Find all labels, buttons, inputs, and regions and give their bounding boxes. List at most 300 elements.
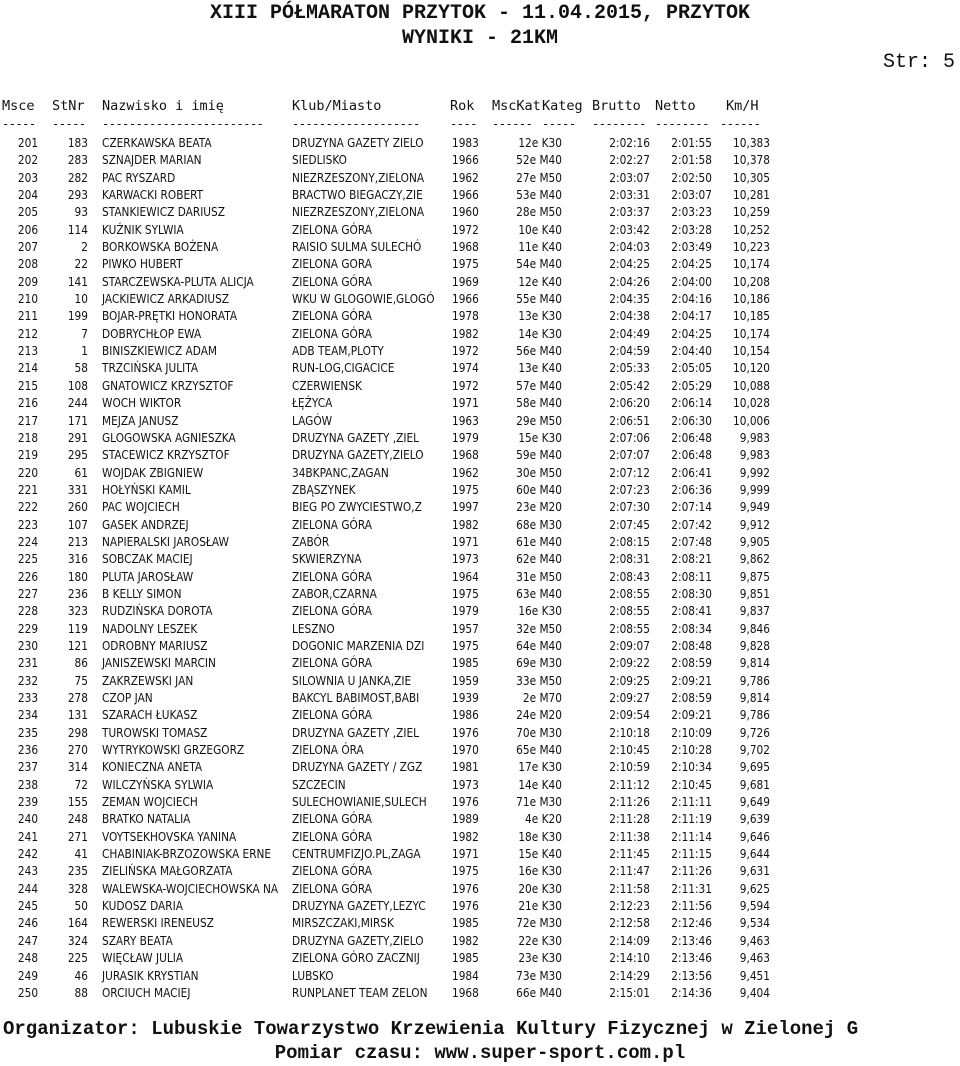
- cell-category: 14e K30: [518, 326, 562, 341]
- table-row: [0, 690, 960, 707]
- cell-net-time: 2:11:19: [671, 812, 712, 827]
- cell-category: 27e M50: [516, 170, 562, 185]
- cell-gross-time: 2:07:23: [609, 482, 650, 497]
- cell-name: STANKIEWICZ DARIUSZ: [102, 205, 225, 220]
- cell-place: 241: [17, 829, 39, 844]
- cell-bib: 314: [67, 760, 88, 775]
- col-header-brutto: Brutto: [592, 98, 641, 114]
- table-row: [0, 152, 960, 169]
- cell-name: PAC WOJCIECH: [102, 500, 180, 515]
- cell-name: WALEWSKA-WOJCIECHOWSKA NA: [102, 881, 279, 896]
- table-row: [0, 517, 960, 534]
- cell-gross-time: 2:09:54: [609, 708, 650, 723]
- cell-place: 231: [17, 656, 39, 671]
- cell-club: NIEZRZESZONY,ZIELONA: [292, 170, 425, 185]
- cell-gross-time: 2:04:38: [609, 309, 650, 324]
- table-row: [0, 621, 960, 638]
- cell-gross-time: 2:14:10: [609, 951, 650, 966]
- cell-net-time: 2:04:25: [671, 326, 712, 341]
- cell-place: 220: [17, 465, 39, 480]
- cell-club: DOGONIC MARZENIA DZI: [292, 638, 425, 653]
- cell-speed: 10,174: [733, 257, 770, 272]
- cell-year: 1972: [452, 222, 479, 237]
- cell-club: 34BKPANC,ZAGAN: [292, 465, 389, 480]
- table-row: [0, 655, 960, 672]
- cell-gross-time: 2:09:22: [609, 656, 650, 671]
- cell-speed: 10,154: [733, 344, 770, 359]
- table-row: [0, 811, 960, 828]
- cell-year: 1970: [452, 743, 479, 758]
- cell-category: 18e K30: [518, 829, 562, 844]
- cell-gross-time: 2:08:55: [609, 586, 650, 601]
- table-row: [0, 447, 960, 464]
- cell-net-time: 2:13:46: [671, 951, 712, 966]
- cell-category: 15e K30: [518, 430, 562, 445]
- cell-net-time: 2:07:48: [671, 534, 712, 549]
- cell-speed: 9,702: [739, 743, 770, 758]
- table-row: [0, 291, 960, 308]
- cell-name: NADOLNY LESZEK: [102, 621, 198, 636]
- cell-year: 1972: [452, 344, 479, 359]
- cell-gross-time: 2:11:58: [609, 881, 650, 896]
- cell-name: SOBCZAK MACIEJ: [102, 552, 193, 567]
- cell-gross-time: 2:08:15: [609, 534, 650, 549]
- cell-bib: 236: [67, 586, 88, 601]
- table-row: [0, 881, 960, 898]
- cell-bib: 164: [67, 916, 88, 931]
- cell-place: 221: [17, 482, 39, 497]
- cell-club: ZIELONA GÓRA: [292, 569, 372, 584]
- cell-place: 228: [17, 604, 39, 619]
- separator-kateg: -----: [542, 117, 576, 131]
- cell-bib: 141: [67, 274, 88, 289]
- cell-place: 212: [17, 326, 39, 341]
- table-row: [0, 378, 960, 395]
- cell-gross-time: 2:08:43: [609, 569, 650, 584]
- cell-speed: 9,814: [739, 691, 770, 705]
- cell-speed: 9,786: [739, 673, 770, 688]
- cell-place: 211: [17, 309, 39, 324]
- cell-gross-time: 2:11:12: [609, 777, 650, 792]
- table-row: [0, 829, 960, 846]
- cell-bib: 114: [67, 222, 88, 237]
- cell-place: 244: [17, 881, 39, 896]
- cell-place: 234: [17, 708, 39, 723]
- table-row: [0, 465, 960, 482]
- cell-name: TRZCIŃSKA JULITA: [102, 361, 199, 376]
- cell-club: DRUZYNA GAZETY / ZGZ: [292, 760, 423, 775]
- table-row: [0, 326, 960, 343]
- cell-name: WILCZYŃSKA SYLWIA: [102, 777, 214, 792]
- col-header-msckat: MscKat: [492, 98, 541, 114]
- cell-bib: 75: [74, 673, 88, 688]
- cell-speed: 10,185: [733, 309, 770, 324]
- cell-name: HOŁYŃSKI KAMIL: [102, 482, 191, 497]
- cell-net-time: 2:03:07: [671, 188, 712, 203]
- table-row: [0, 430, 960, 447]
- cell-year: 1959: [452, 673, 479, 688]
- cell-place: 243: [17, 864, 39, 879]
- cell-speed: 10,259: [733, 205, 770, 220]
- cell-net-time: 2:14:36: [671, 985, 712, 1000]
- cell-category: 55e M40: [516, 292, 562, 307]
- cell-club: SKWIERZYNA: [292, 552, 362, 567]
- cell-bib: 316: [67, 552, 88, 567]
- cell-gross-time: 2:09:07: [609, 638, 650, 653]
- cell-speed: 9,905: [739, 534, 770, 549]
- cell-year: 1985: [452, 916, 479, 931]
- cell-club: RUN-LOG,CIGACICE: [292, 361, 395, 376]
- cell-bib: 7: [81, 326, 88, 341]
- cell-category: 63e M40: [516, 586, 562, 601]
- cell-gross-time: 2:12:58: [609, 916, 650, 931]
- cell-name: PAC RYSZARD: [102, 170, 176, 185]
- cell-name: STACEWICZ KRZYSZTOF: [102, 448, 230, 463]
- cell-year: 1984: [452, 968, 479, 983]
- cell-bib: 282: [67, 170, 88, 185]
- cell-year: 1971: [452, 534, 479, 549]
- cell-net-time: 2:07:42: [671, 517, 712, 532]
- cell-place: 210: [17, 292, 39, 307]
- cell-place: 249: [17, 968, 39, 983]
- cell-category: 31e M50: [516, 569, 562, 584]
- table-row: [0, 707, 960, 724]
- cell-net-time: 2:11:15: [671, 847, 712, 862]
- cell-name: BOJAR-PRĘTKI HONORATA: [102, 309, 238, 324]
- cell-speed: 10,208: [733, 274, 770, 289]
- cell-net-time: 2:10:28: [671, 743, 712, 758]
- cell-club: ZBĄSZYNEK: [292, 482, 356, 497]
- cell-gross-time: 2:11:45: [609, 847, 650, 862]
- cell-place: 206: [17, 222, 39, 237]
- cell-speed: 10,174: [733, 326, 770, 341]
- cell-year: 1957: [452, 621, 479, 636]
- cell-gross-time: 2:08:55: [609, 604, 650, 619]
- cell-club: ZIELONA GÓRA: [292, 881, 372, 896]
- cell-club: DRUZYNA GAZETY ZIELO: [292, 136, 424, 150]
- cell-speed: 9,726: [739, 725, 770, 740]
- cell-bib: 298: [67, 725, 88, 740]
- cell-bib: 213: [67, 534, 88, 549]
- cell-bib: 46: [74, 968, 88, 983]
- cell-bib: 270: [67, 743, 88, 758]
- cell-club: NIEZRZESZONY,ZIELONA: [292, 205, 425, 220]
- cell-gross-time: 2:07:06: [609, 430, 650, 445]
- cell-gross-time: 2:14:09: [609, 933, 650, 948]
- cell-speed: 10,186: [733, 292, 770, 307]
- cell-category: 28e M50: [516, 205, 562, 220]
- cell-club: SULECHOWIANIE,SULECH: [292, 795, 427, 810]
- cell-name: KARWACKI ROBERT: [102, 188, 204, 203]
- cell-category: 60e M40: [516, 482, 562, 497]
- cell-speed: 10,223: [733, 240, 770, 255]
- cell-category: 12e K40: [518, 274, 562, 289]
- table-row: [0, 777, 960, 794]
- cell-net-time: 2:11:31: [671, 881, 712, 896]
- cell-name: RUDZIŃSKA DOROTA: [102, 604, 213, 619]
- cell-club: ŁĘŻYCA: [292, 396, 333, 411]
- cell-category: 57e M40: [516, 378, 562, 393]
- cell-gross-time: 2:06:20: [609, 396, 650, 411]
- table-row: [0, 256, 960, 273]
- cell-place: 202: [17, 153, 39, 168]
- table-row: [0, 395, 960, 412]
- cell-speed: 9,695: [739, 760, 770, 775]
- cell-year: 1976: [452, 795, 479, 810]
- cell-gross-time: 2:11:47: [609, 864, 650, 879]
- separator-brutto: --------: [592, 117, 646, 131]
- cell-place: 247: [17, 933, 39, 948]
- cell-bib: 121: [67, 638, 88, 653]
- cell-year: 1939: [452, 691, 479, 705]
- cell-category: 32e M50: [516, 621, 562, 636]
- cell-name: DOBRYCHŁOP EWA: [102, 326, 202, 341]
- cell-net-time: 2:08:41: [671, 604, 712, 619]
- cell-bib: 183: [67, 136, 88, 150]
- cell-club: LESZNO: [292, 621, 335, 636]
- cell-year: 1972: [452, 378, 479, 393]
- cell-gross-time: 2:14:29: [609, 968, 650, 983]
- cell-net-time: 2:09:21: [671, 708, 712, 723]
- cell-year: 1978: [452, 309, 479, 324]
- cell-net-time: 2:03:49: [671, 240, 712, 255]
- cell-club: WKU W GLOGOWIE,GLOGÓ: [292, 292, 435, 307]
- cell-bib: 58: [74, 361, 88, 376]
- cell-name: BINISZKIEWICZ ADAM: [102, 344, 218, 359]
- cell-club: ZIELONA GÓRA: [292, 309, 372, 324]
- cell-place: 217: [17, 413, 39, 428]
- cell-place: 208: [17, 257, 39, 272]
- cell-year: 1976: [452, 899, 479, 914]
- cell-bib: 119: [67, 621, 88, 636]
- table-row: [0, 135, 960, 152]
- cell-name: MEJZA JANUSZ: [102, 413, 179, 428]
- cell-place: 204: [17, 188, 39, 203]
- cell-net-time: 2:04:17: [671, 309, 712, 324]
- cell-place: 229: [17, 621, 39, 636]
- col-header-kateg: Kateg: [542, 98, 583, 114]
- table-row: [0, 863, 960, 880]
- cell-net-time: 2:10:34: [671, 760, 712, 775]
- cell-club: ZIELONA GÓRA: [292, 274, 372, 289]
- cell-gross-time: 2:08:31: [609, 552, 650, 567]
- cell-speed: 9,451: [739, 968, 770, 983]
- cell-name: ZEMAN WOJCIECH: [102, 795, 198, 810]
- cell-gross-time: 2:10:45: [609, 743, 650, 758]
- cell-name: JANISZEWSKI MARCIN: [102, 656, 216, 671]
- cell-net-time: 2:04:25: [671, 257, 712, 272]
- cell-net-time: 2:08:30: [671, 586, 712, 601]
- col-header-rok: Rok: [450, 98, 475, 114]
- cell-year: 1979: [452, 604, 479, 619]
- cell-place: 225: [17, 552, 39, 567]
- cell-name: WOCH WIKTOR: [102, 396, 182, 411]
- separator-name: ------------------------: [102, 117, 264, 131]
- results-table: [0, 135, 960, 1002]
- timing-line: Pomiar czasu: www.super-sport.com.pl: [274, 1042, 686, 1064]
- cell-net-time: 2:07:14: [671, 500, 712, 515]
- cell-category: 20e K30: [518, 881, 562, 896]
- cell-speed: 9,983: [739, 430, 770, 445]
- cell-club: DRUZYNA GAZETY,ZIELO: [292, 448, 424, 463]
- separator-msckat: ------: [492, 117, 533, 131]
- cell-year: 1964: [452, 569, 479, 584]
- table-row: [0, 551, 960, 568]
- cell-bib: 72: [74, 777, 88, 792]
- cell-bib: 10: [74, 292, 88, 307]
- cell-gross-time: 2:02:27: [609, 153, 650, 168]
- cell-year: 1963: [452, 413, 479, 428]
- cell-club: BRACTWO BIEGACZY,ZIE: [292, 188, 423, 203]
- cell-category: 58e M40: [516, 396, 562, 411]
- cell-year: 1973: [452, 777, 479, 792]
- cell-bib: 248: [67, 812, 88, 827]
- table-row: [0, 413, 960, 430]
- cell-name: JACKIEWICZ ARKADIUSZ: [102, 292, 230, 307]
- cell-category: 21e K30: [518, 899, 562, 914]
- cell-bib: 107: [67, 517, 88, 532]
- cell-net-time: 2:11:14: [671, 829, 712, 844]
- cell-speed: 10,281: [733, 188, 770, 203]
- table-row: [0, 170, 960, 187]
- cell-bib: 328: [67, 881, 88, 896]
- cell-club: ADB TEAM,PLOTY: [292, 344, 384, 359]
- cell-bib: 278: [67, 691, 88, 705]
- col-header-name: Nazwisko i imię: [102, 98, 224, 114]
- table-row: [0, 985, 960, 1002]
- page-number: Str: 5: [882, 51, 955, 74]
- cell-net-time: 2:01:58: [671, 153, 712, 168]
- cell-net-time: 2:10:09: [671, 725, 712, 740]
- cell-place: 230: [17, 638, 39, 653]
- cell-club: SZCZECIN: [292, 777, 346, 792]
- cell-category: 10e K40: [518, 222, 562, 237]
- cell-name: B KELLY SIMON: [102, 586, 182, 601]
- cell-speed: 9,828: [739, 638, 770, 653]
- cell-club: ZIELONA GÓRA: [292, 656, 372, 671]
- cell-bib: 88: [74, 985, 88, 1000]
- cell-net-time: 2:03:28: [671, 222, 712, 237]
- table-row: [0, 794, 960, 811]
- cell-place: 214: [17, 361, 39, 376]
- cell-club: SIEDLISKO: [292, 153, 347, 168]
- cell-net-time: 2:02:50: [671, 170, 712, 185]
- cell-gross-time: 2:11:38: [609, 829, 650, 844]
- cell-year: 1966: [452, 292, 479, 307]
- cell-net-time: 2:08:34: [671, 621, 712, 636]
- cell-speed: 9,463: [739, 951, 770, 966]
- cell-year: 1982: [452, 829, 479, 844]
- cell-name: WIĘCŁAW JULIA: [102, 951, 184, 966]
- cell-club: ZABOR,CZARNA: [292, 586, 377, 601]
- table-row: [0, 499, 960, 516]
- cell-gross-time: 2:07:45: [609, 517, 650, 532]
- col-header-netto: Netto: [655, 98, 696, 114]
- cell-category: 13e K30: [518, 309, 562, 324]
- cell-gross-time: 2:05:33: [609, 361, 650, 376]
- table-row: [0, 586, 960, 603]
- cell-category: 30e M50: [516, 465, 562, 480]
- col-header-msce: Msce: [2, 98, 35, 114]
- cell-year: 1962: [452, 465, 479, 480]
- cell-gross-time: 2:03:07: [609, 170, 650, 185]
- cell-club: RUNPLANET TEAM ZELON: [292, 985, 428, 1000]
- table-row: [0, 846, 960, 863]
- cell-place: 209: [17, 274, 39, 289]
- separator-netto: --------: [655, 117, 709, 131]
- cell-name: BORKOWSKA BOŻENA: [102, 240, 219, 255]
- cell-club: ZIELONA GÓRO ZACZNIJ: [292, 951, 420, 966]
- cell-category: 22e K30: [518, 933, 562, 948]
- cell-net-time: 2:06:14: [671, 396, 712, 411]
- cell-year: 1973: [452, 552, 479, 567]
- cell-year: 1974: [452, 361, 479, 376]
- cell-net-time: 2:04:40: [671, 344, 712, 359]
- cell-net-time: 2:04:16: [671, 292, 712, 307]
- cell-year: 1962: [452, 170, 479, 185]
- cell-gross-time: 2:10:18: [609, 725, 650, 740]
- cell-bib: 41: [74, 847, 88, 862]
- cell-category: 69e M30: [516, 656, 562, 671]
- cell-net-time: 2:13:56: [671, 968, 712, 983]
- cell-gross-time: 2:04:26: [609, 274, 650, 289]
- cell-net-time: 2:03:23: [671, 205, 712, 220]
- cell-category: 23e K30: [518, 951, 562, 966]
- cell-category: 72e M30: [516, 916, 562, 931]
- cell-place: 242: [17, 847, 39, 862]
- cell-gross-time: 2:08:55: [609, 621, 650, 636]
- cell-name: ZAKRZEWSKI JAN: [102, 673, 194, 688]
- cell-name: PLUTA JAROSŁAW: [102, 569, 194, 584]
- cell-name: REWERSKI IRENEUSZ: [102, 916, 214, 931]
- cell-name: KUDOSZ DARIA: [102, 899, 183, 914]
- cell-net-time: 2:09:21: [671, 673, 712, 688]
- table-row: [0, 915, 960, 932]
- cell-category: 71e M30: [516, 795, 562, 810]
- cell-gross-time: 2:04:49: [609, 326, 650, 341]
- cell-name: SZNAJDER MARIAN: [102, 153, 202, 168]
- cell-name: GNATOWICZ KRZYSZTOF: [102, 378, 234, 393]
- cell-net-time: 2:01:55: [671, 136, 712, 150]
- cell-category: 24e M20: [516, 708, 562, 723]
- cell-category: 23e M20: [516, 500, 562, 515]
- cell-category: 16e K30: [518, 864, 562, 879]
- cell-club: ZIELONA GÓRA: [292, 222, 372, 237]
- cell-category: 66e M40: [516, 985, 562, 1000]
- cell-net-time: 2:04:00: [671, 274, 712, 289]
- table-row: [0, 239, 960, 256]
- separator-kmh: ------: [720, 117, 761, 131]
- cell-net-time: 2:12:46: [671, 916, 712, 931]
- table-row: [0, 742, 960, 759]
- cell-category: 68e M30: [516, 517, 562, 532]
- cell-year: 1975: [452, 864, 479, 879]
- results-subtitle: WYNIKI - 21KM: [401, 27, 559, 50]
- results-title: XIII PÓŁMARATON PRZYTOK - 11.04.2015, PRZYTOK: [209, 2, 751, 25]
- cell-place: 205: [17, 205, 39, 220]
- cell-place: 233: [17, 691, 39, 705]
- cell-category: 33e M50: [516, 673, 562, 688]
- cell-club: RAISIO SULMA SULECHÓ: [292, 240, 422, 255]
- cell-category: 15e K40: [518, 847, 562, 862]
- cell-club: DRUZYNA GAZETY ,ZIEL: [292, 430, 420, 445]
- cell-club: LUBSKO: [292, 968, 334, 983]
- cell-club: DRUZYNA GAZETY,ZIELO: [292, 933, 424, 948]
- cell-gross-time: 2:07:30: [609, 500, 650, 515]
- cell-gross-time: 2:03:31: [609, 188, 650, 203]
- cell-category: 4e K20: [525, 812, 562, 827]
- table-row: [0, 898, 960, 915]
